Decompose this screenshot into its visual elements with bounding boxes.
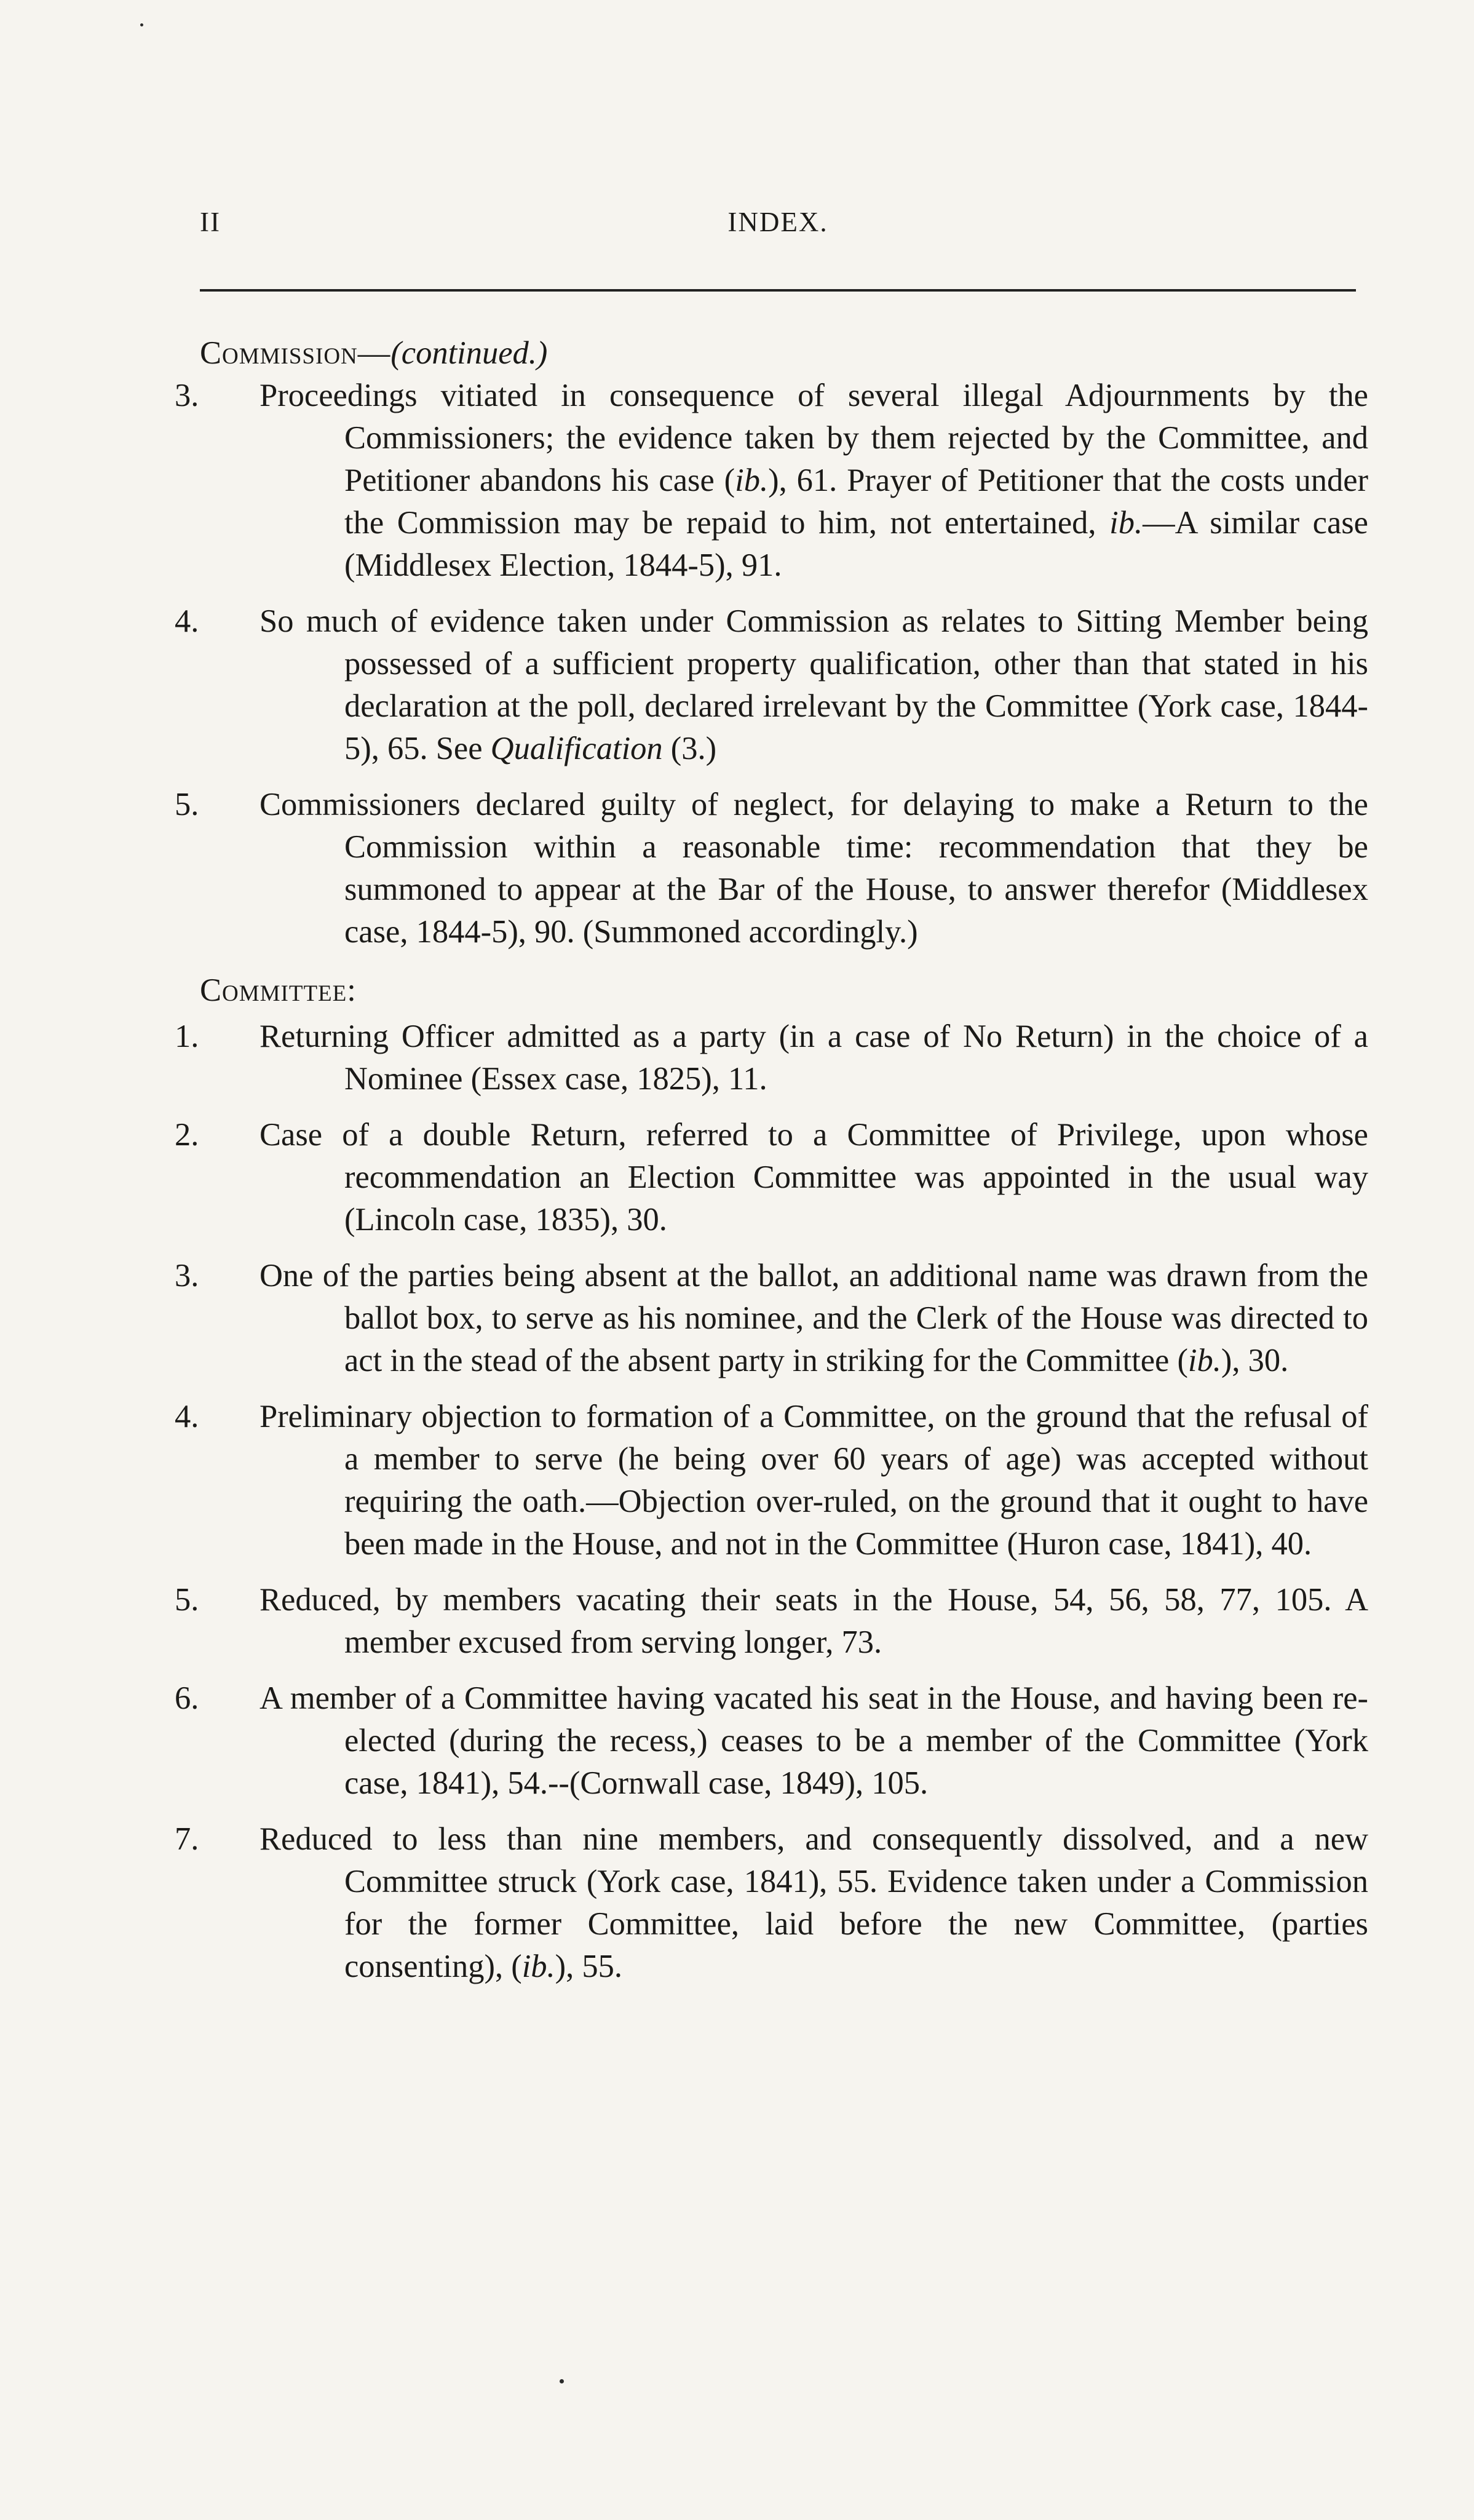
index-entry: 1.Returning Officer admitted as a party (in a case of No Return) in the choice of a Nominee (Essex case, 1825), 11. xyxy=(175,1019,1368,1097)
index-entry: 4.Preliminary objection to formation of a Committee, on the ground that the refusal of a member to serve (he being over 60 years of age) was accepted without requiring the oath.—Objection over-ruled, on the ground that it ought to have been made in the House, and not in the Committee (Huron case, 1841), 40. xyxy=(175,1399,1368,1562)
header-rule xyxy=(200,289,1356,292)
entry-text: Proceedings vitiated in consequence of several illegal Adjournments by the Commissioners; the evidence taken by them rejected by the Committee, and Petitioner abandons his case ( xyxy=(260,378,1368,498)
entry-italic-text: ib. xyxy=(735,463,769,498)
index-body xyxy=(175,332,1368,1988)
page-number: II xyxy=(200,207,221,237)
entry-italic-text: ib. xyxy=(1109,505,1143,541)
entry-text: Reduced, by members vacating their seats in the House, 54, 56, 58, 77, 105. A member excused from serving longer, 73. xyxy=(260,1582,1368,1660)
index-entry: 7.Reduced to less than nine members, and consequently dissolved, and a new Committee struck (York case, 1841), 55. Evidence taken under a Commission for the former Committee, laid before the new Committee, (parties consenting), (ib.), 55. xyxy=(175,1821,1368,1984)
index-entry: 2.Case of a double Return, referred to a Committee of Privilege, upon whose recommendation an Election Committee was appointed in the usual way (Lincoln case, 1835), 30. xyxy=(175,1117,1368,1238)
index-entry: 5.Reduced, by members vacating their seats in the House, 54, 56, 58, 77, 105. A member excused from serving longer, 73. xyxy=(175,1582,1368,1660)
entry-text: ), 30. xyxy=(1221,1343,1289,1378)
index-entry: 5.Commissioners declared guilty of neglect, for delaying to make a Return to the Commission within a reasonable time: recommendation that they be summoned to appear at the Bar of the House, to answer therefor (Middlesex case, 1844-5), 90. (Summoned accordingly.) xyxy=(175,787,1368,950)
page-title: INDEX. xyxy=(727,207,828,237)
index-entry: 4.So much of evidence taken under Commission as relates to Sitting Member being possessed of a sufficient property qualification, other than that stated in his declaration at the poll, declared irrelevant by the Committee (York case, 1844-5), 65. See Qualification (3.) xyxy=(175,603,1368,766)
entry-text: Reduced to less than nine members, and consequently dissolved, and a new Committee struck (York case, 1841), 55. Evidence taken under a Commission for the former Committee, laid before the new Committee, (parties consenting), ( xyxy=(260,1821,1368,1984)
entry-text: Preliminary objection to formation of a Committee, on the ground that the refusal of a member to serve (he being over 60 years of age) was accepted without requiring the oath.—Objection over-ruled, on the ground that it ought to have been made in the House, and not in the Committee (Huron case, 1841), 40. xyxy=(260,1399,1368,1562)
entry-text: So much of evidence taken under Commission as relates to Sitting Member being possessed of a sufficient property qualification, other than that stated in his declaration at the poll, declared irrelevant by the Committee (York case, 1844-5), 65. See xyxy=(260,603,1368,766)
entry-text: One of the parties being absent at the ballot, an additional name was drawn from the ballot box, to serve as his nominee, and the Clerk of the House was directed to act in the stead of the absent party in striking for the Committee ( xyxy=(260,1258,1368,1378)
ink-speck xyxy=(560,2379,564,2383)
entry-text: Commissioners declared guilty of neglect, for delaying to make a Return to the Commission within a reasonable time: recommendation that they be summoned to appear at the Bar of the House, to answer therefor (Middlesex case, 1844-5), 90. (Summoned accordingly.) xyxy=(260,787,1368,950)
entry-text: A member of a Committee having vacated his seat in the House, and having been re-elected (during the recess,) ceases to be a member of the Committee (York case, 1841), 54.--(Cornwall case, 1849), 105. xyxy=(260,1680,1368,1801)
entry-text: ), 55. xyxy=(555,1949,623,1984)
index-entry: 3.One of the parties being absent at the ballot, an additional name was drawn from the ballot box, to serve as his nominee, and the Clerk of the House was directed to act in the stead of the absent party in striking for the Committee (ib.), 30. xyxy=(175,1258,1368,1378)
entry-italic-text: Qualification xyxy=(490,731,663,766)
running-head xyxy=(200,206,1356,243)
entry-text: ), 61. Prayer of Petitioner that the costs under the Commission may be repaid to him, not entertained, xyxy=(344,463,1368,541)
entry-text: Returning Officer admitted as a party (in a case of No Return) in the choice of a Nominee (Essex case, 1825), 11. xyxy=(260,1019,1368,1097)
entry-italic-text: ib. xyxy=(1187,1343,1221,1378)
section-heading-committee: Committee: xyxy=(200,972,357,1008)
entry-text: —A similar case (Middlesex Election, 1844-5), 91. xyxy=(344,505,1368,583)
index-entry: 3.Proceedings vitiated in consequence of several illegal Adjournments by the Commissioners; the evidence taken by them rejected by the Committee, and Petitioner abandons his case (ib.), 61. Prayer of Petitioner that the costs under the Commission may be repaid to him, not entertained, ib.—A similar case (Middlesex Election, 1844-5), 91. xyxy=(175,378,1368,583)
entry-italic-text: ib. xyxy=(521,1949,555,1984)
entry-text: (3.) xyxy=(662,731,717,766)
index-entry: 6.A member of a Committee having vacated his seat in the House, and having been re-elected (during the recess,) ceases to be a member of the Committee (York case, 1841), 54.--(Cornwall case, 1849), 105. xyxy=(175,1680,1368,1801)
entry-text: Case of a double Return, referred to a Committee of Privilege, upon whose recommendation an Election Committee was appointed in the usual way (Lincoln case, 1835), 30. xyxy=(260,1117,1368,1238)
section-heading-commission: Commission—(continued.) xyxy=(200,335,548,371)
ink-speck xyxy=(140,23,143,26)
